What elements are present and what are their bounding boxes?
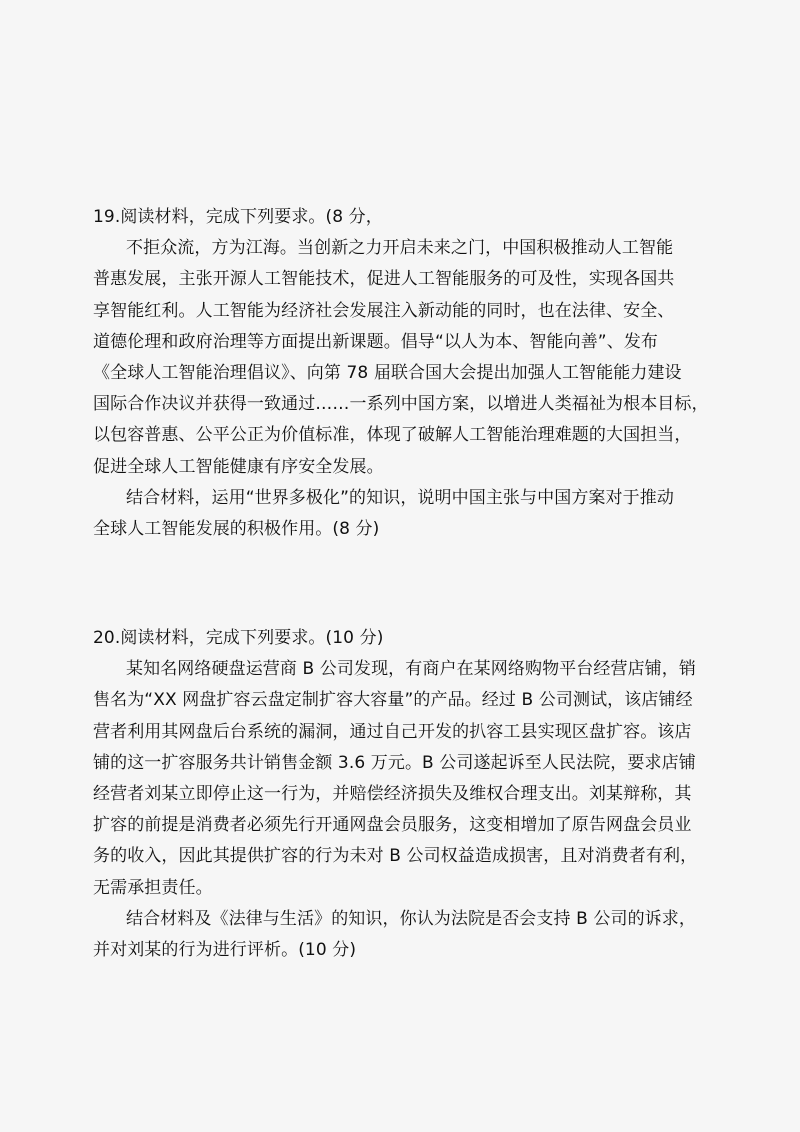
question-prompt-line: 结合材料及《法律与生活》的知识，你认为法院是否会支持 B 公司的诉求， [126, 908, 696, 929]
material-line: 《全球人工智能治理倡议》、向第 78 届联合国大会提出加强人工智能能力建设 [93, 363, 682, 384]
question-prompt-line: 并对刘某的行为进行评析。(10 分) [93, 940, 357, 961]
material-line: 不拒众流，方为江海。当创新之力开启未来之门，中国积极推动人工智能 [126, 238, 674, 259]
question-19 [93, 202, 733, 545]
material-line: 普惠发展，主张开源人工智能技术，促进人工智能服务的可及性，实现各国共 [93, 269, 675, 290]
material-line: 扩容的前提是消费者必须先行开通网盘会员服务，这变相增加了原告网盘会员业 [93, 815, 692, 836]
material-line: 某知名网络硬盘运营商 B 公司发现，有商户在某网络购物平台经营店铺，销 [126, 659, 696, 680]
material-line: 国际合作决议并获得一致通过……一系列中国方案，以增进人类福祉为根本目标， [93, 394, 709, 415]
material-line: 铺的这一扩容服务共计销售金额 3.6 万元。B 公司遂起诉至人民法院，要求店铺 [93, 752, 696, 773]
material-line: 道德伦理和政府治理等方面提出新课题。倡导“以人为本、智能向善”、发布 [93, 331, 659, 352]
material-line: 促进全球人工智能健康有序安全发展。 [93, 456, 384, 477]
question-20-title: 20.阅读材料，完成下列要求。(10 分) [93, 628, 384, 648]
material-line: 享智能红利。人工智能为经济社会发展注入新动能的同时，也在法律、安全、 [93, 300, 675, 321]
question-prompt-line: 全球人工智能发展的积极作用。(8 分) [93, 519, 380, 540]
material-line: 以包容普惠、公平公正为价值标准，体现了破解人工智能治理难题的大国担当， [93, 425, 692, 446]
material-line: 售名为“XX 网盘扩容云盘定制扩容大容量”的产品。经过 B 公司测试，该店铺经 [93, 690, 693, 711]
material-line: 营者利用其网盘后台系统的漏洞，通过自己开发的扒容工县实现区盘扩容。该店 [93, 721, 692, 742]
material-line: 无需承担责任。 [93, 877, 213, 898]
material-line: 务的收入，因此其提供扩容的行为未对 B 公司权益造成损害，且对消费者有利， [93, 846, 698, 867]
question-prompt-line: 结合材料，运用“世界多极化”的知识，说明中国主张与中国方案对于推动 [126, 487, 674, 508]
material-line: 经营者刘某立即停止这一行为，并赔偿经济损失及维权合理支出。刘某辩称，其 [93, 784, 692, 805]
question-20 [93, 623, 733, 966]
question-19-title: 19.阅读材料，完成下列要求。(8 分， [93, 207, 383, 227]
